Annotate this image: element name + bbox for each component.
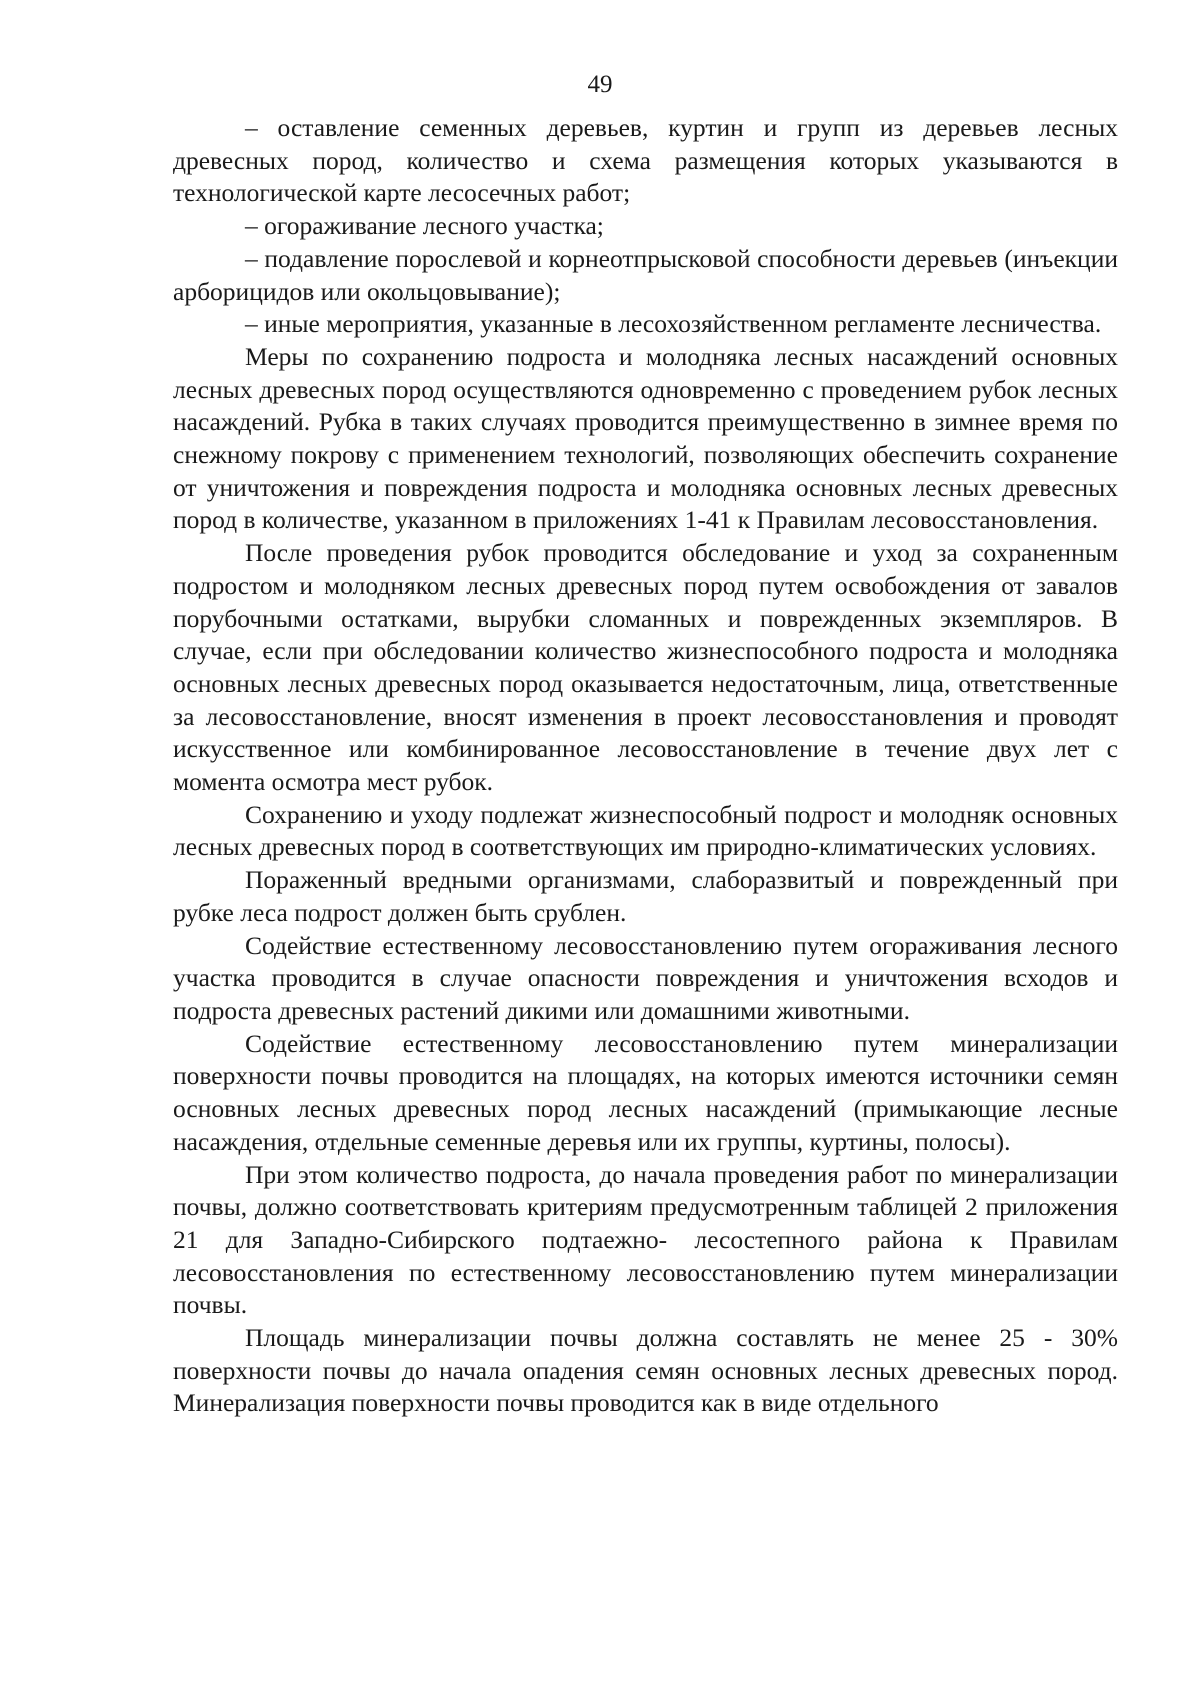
paragraph-fencing-assistance: Содействие естественному лесовосстановлению путем огораживания лесного участка проводится в случае опасности повреждения и уничтожения всходов и подроста древесных растений дикими или домашними животными. <box>173 930 1118 1025</box>
list-item-seed-trees: – оставление семенных деревьев, куртин и групп из деревьев лесных древесных пород, количество и схема размещения которых указываются в технологической карте лесосечных работ; <box>173 113 1118 208</box>
list-item-other-measures: – иные мероприятия, указанные в лесохозяйственном регламенте лесничества. <box>245 309 1102 339</box>
paragraph-soil-mineralization: Содействие естественному лесовосстановлению путем минерализации поверхности почвы проводится на площадях, на которых имеются источники семян основных лесных древесных пород лесных насаждений (примыкающие лесные насаждения, отдельные семенные деревья или их группы, куртины, полосы). <box>173 1028 1118 1156</box>
paragraph-post-felling-survey: После проведения рубок проводится обследование и уход за сохраненным подростом и молодняком лесных древесных пород путем освобождения от завалов порубочными остатками, вырубки сломанных и поврежденных экземпляров. В случае, если при обследовании количество жизнеспособного подроста и молодняка основных лесных древесных пород оказывается недостаточным, лица, ответственные за лесовосстановление, вносят изменения в проект лесовосстановления и проводят искусственное или комбинированное лесовосстановление в течение двух лет с момента осмотра мест рубок. <box>173 538 1118 797</box>
document-body <box>173 112 1118 1420</box>
list-item-sprout-suppression: – подавление порослевой и корнеотпрысковой способности деревьев (инъекции арборицидов или окольцовывание); <box>173 243 1118 306</box>
paragraph-mineralization-area: Площадь минерализации почвы должна составлять не менее 25 - 30% поверхности почвы до начала опадения семян основных лесных древесных пород. Минерализация поверхности почвы проводится как в виде отдельного <box>173 1323 1118 1418</box>
paragraph-preservation-measures: Меры по сохранению подроста и молодняка лесных насаждений основных лесных древесных пород осуществляются одновременно с проведением рубок лесных насаждений. Рубка в таких случаях проводится преимущественно в зимнее время по снежному покрову с применением технологий, позволяющих обеспечить сохранение от уничтожения и повреждения подроста и молодняка основных лесных древесных пород в количестве, указанном в приложениях 1-41 к Правилам лесовосстановления. <box>173 341 1118 535</box>
paragraph-damaged-undergrowth: Пораженный вредными организмами, слаборазвитый и поврежденный при рубке леса подрост должен быть срублен. <box>173 865 1118 927</box>
paragraph-undergrowth-criteria: При этом количество подроста, до начала проведения работ по минерализации почвы, должно соответствовать критериям предусмотренным таблицей 2 приложения 21 для Западно-Сибирского подтаежно- лесостепного района к Правилам лесовосстановления по естественному лесовосстановлению путем минерализации почвы. <box>173 1159 1118 1320</box>
paragraph-viable-undergrowth: Сохранению и уходу подлежат жизнеспособный подрост и молодняк основных лесных древесных пород в соответствующих им природно-климатических условиях. <box>173 799 1118 862</box>
page-number: 49 <box>587 71 613 98</box>
list-item-fencing: – огораживание лесного участка; <box>245 211 604 241</box>
